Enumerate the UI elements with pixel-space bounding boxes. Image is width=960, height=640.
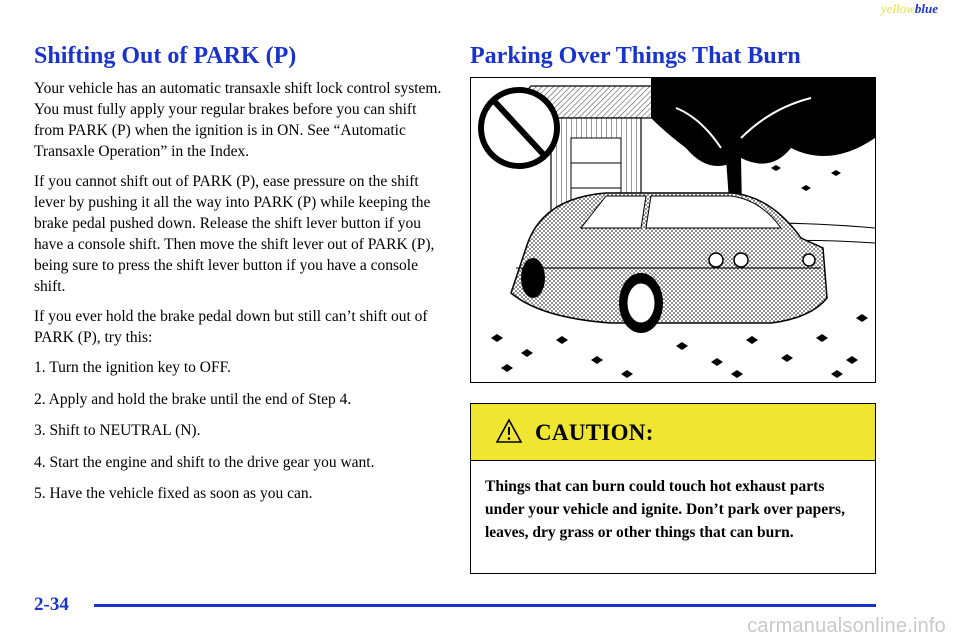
paragraph: Your vehicle has an automatic transaxle shift lock control system. You must fully apply your regular brakes before you can shift from PARK (P) when the ignition is in ON. See “Automatic Transaxle Operation” in the Index. — [34, 80, 442, 160]
paragraph: If you ever hold the brake pedal down but still can’t shift out of PARK (P), try this: — [34, 308, 428, 346]
section-title-shifting: Shifting Out of PARK (P) — [34, 43, 297, 69]
caution-header — [471, 404, 875, 461]
step-item: 2. Apply and hold the brake until the end of Step 4. — [34, 390, 352, 408]
footer-rule — [94, 604, 876, 607]
caution-label: CAUTION: — [535, 420, 654, 445]
caution-box — [470, 403, 876, 574]
sedan — [511, 193, 827, 333]
color-tag — [881, 1, 938, 17]
step-item: 4. Start the engine and shift to the drive gear you want. — [34, 453, 375, 471]
step-item: 3. Shift to NEUTRAL (N). — [34, 422, 201, 439]
step-item: 5. Have the vehicle fixed as soon as you can. — [34, 485, 313, 502]
caution-text: Things that can burn could touch hot exhaust parts under your vehicle and ignite. Don’t park over papers, leaves, dry grass or other things that can burn. — [485, 478, 845, 541]
left-column — [34, 78, 442, 515]
watermark: carmanualsonline.info — [747, 615, 946, 637]
page-number: 2-34 — [34, 594, 69, 615]
car-over-leaves-illustration — [470, 77, 876, 383]
no-symbol-icon — [481, 90, 557, 166]
color-tag-yellow: yellow — [880, 1, 915, 16]
paragraph: If you cannot shift out of PARK (P), ease pressure on the shift lever by pushing it all the way into PARK (P) while keeping the brake pedal pushed down. Release the shift lever button if you have a console shift. Then move the shift lever out of PARK (P), being sure to press the shift lever button if you have a console shift. — [34, 173, 435, 295]
step-item: 1. Turn the ignition key to OFF. — [34, 359, 231, 376]
steps-list — [34, 357, 442, 504]
color-tag-blue: blue — [914, 1, 938, 16]
warning-triangle-icon — [495, 418, 523, 444]
section-title-parking: Parking Over Things That Burn — [470, 43, 801, 69]
